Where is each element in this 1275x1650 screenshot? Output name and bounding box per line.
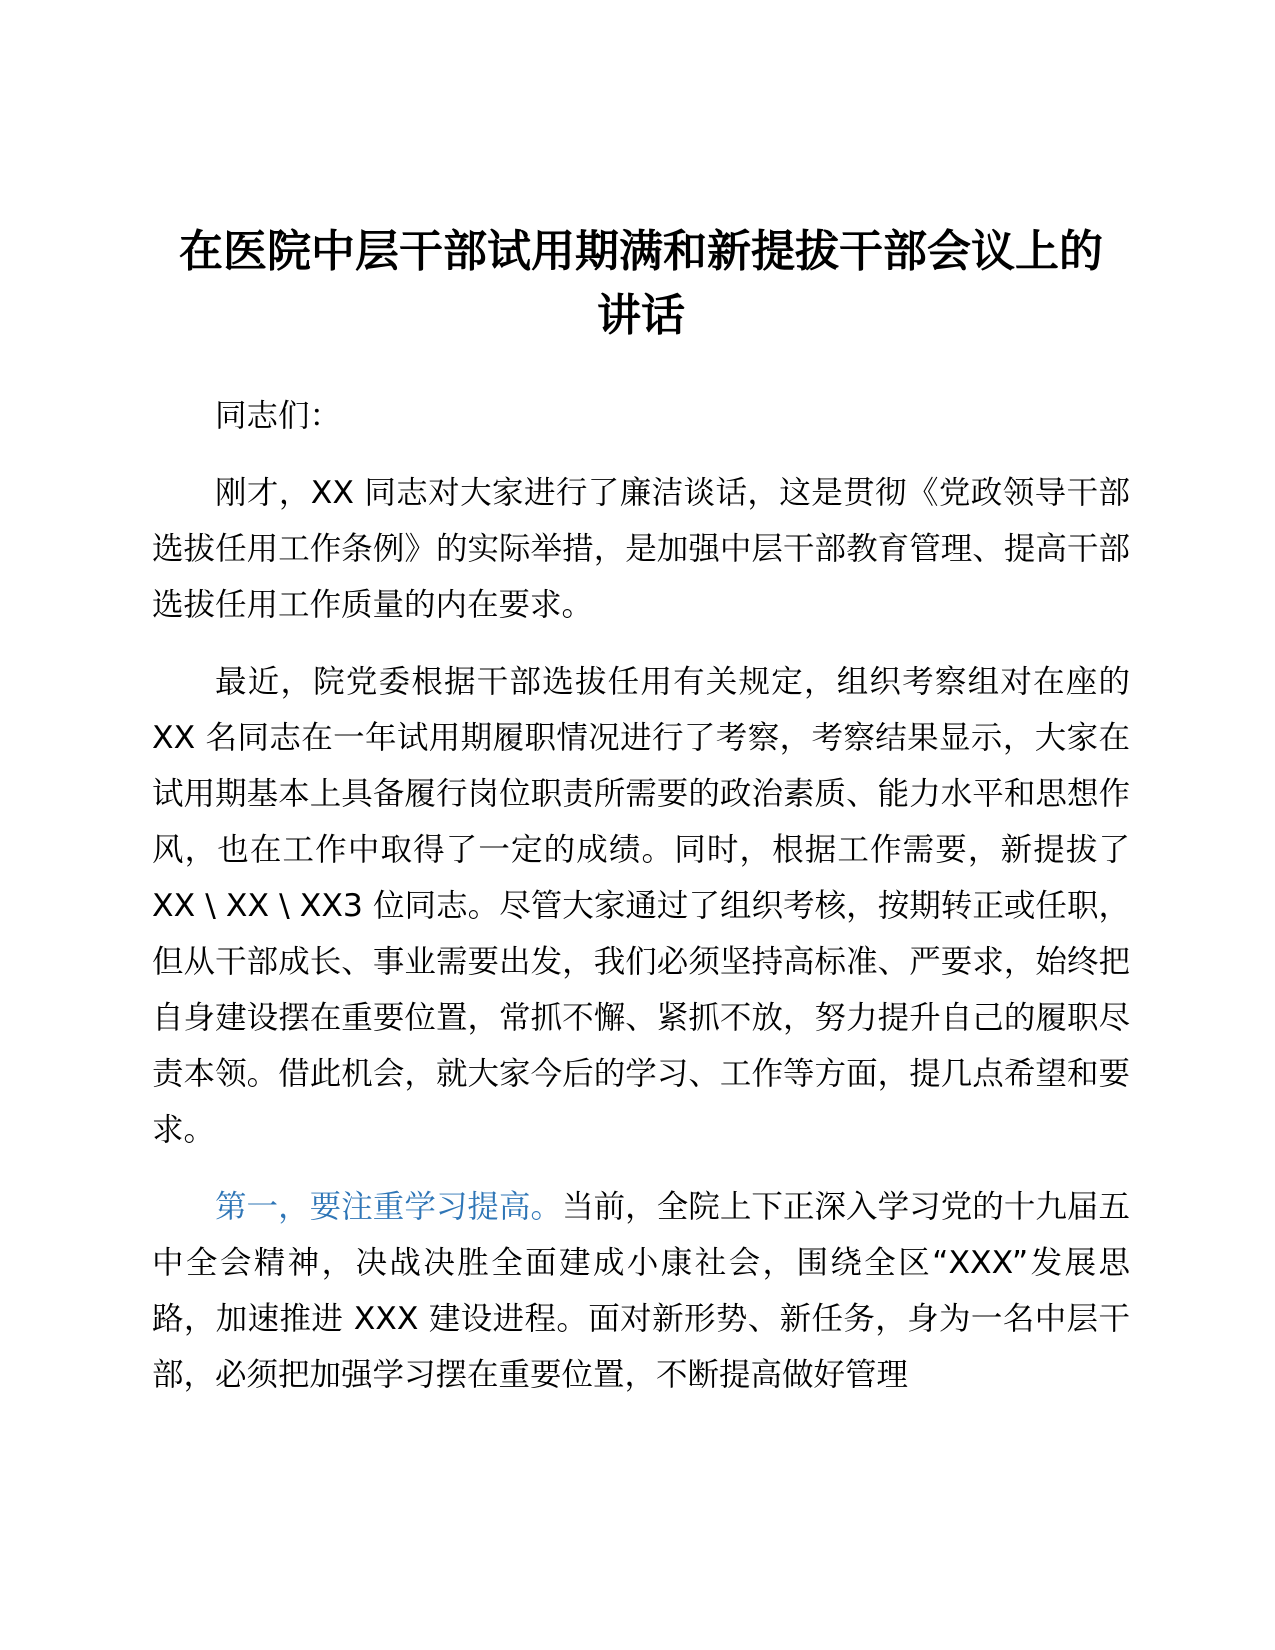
section-heading-first: 第一，要注重学习提高。 (215, 1189, 563, 1225)
paragraph-1: 刚才，XX 同志对大家进行了廉洁谈话，这是贯彻《党政领导干部选拔任用工作条例》的实际举措，是加强中层干部教育管理、提高干部选拔任用工作质量的内在要求。 (152, 475, 1130, 623)
title-line-1: 在医院中层干部试用期满和新提拔干部会议上的 (179, 226, 1103, 277)
greeting: 同志们： (215, 398, 342, 434)
document-title (152, 220, 1130, 348)
title-line-2: 讲话 (597, 290, 685, 341)
paragraph-3-body: 当前，全院上下正深入学习党的十九届五中全会精神，决战决胜全面建成小康社会，围绕全区“XXX”发展思路，加速推进 XXX 建设进程。面对新形势、新任务，身为一名中层干部，必须把加强学习摆在重要位置，不断提高做好管理 (152, 1189, 1130, 1393)
paragraph-3 (152, 1179, 1130, 1403)
paragraph-2: 最近，院党委根据干部选拔任用有关规定，组织考察组对在座的 XX 名同志在一年试用期履职情况进行了考察，考察结果显示，大家在试用期基本上具备履行岗位职责所需要的政治素质、能力水平和思想作风，也在工作中取得了一定的成绩。同时，根据工作需要，新提拔了 XX \ XX \ XX3 位同志。尽管大家通过了组织考核，按期转正或任职，但从干部成长、事业需要出发，我们必须坚持高标准、严要求，始终把自身建设摆在重要位置，常抓不懈、紧抓不放，努力提升自己的履职尽责本领。借此机会，就大家今后的学习、工作等方面，提几点希望和要求。 (152, 664, 1130, 1148)
